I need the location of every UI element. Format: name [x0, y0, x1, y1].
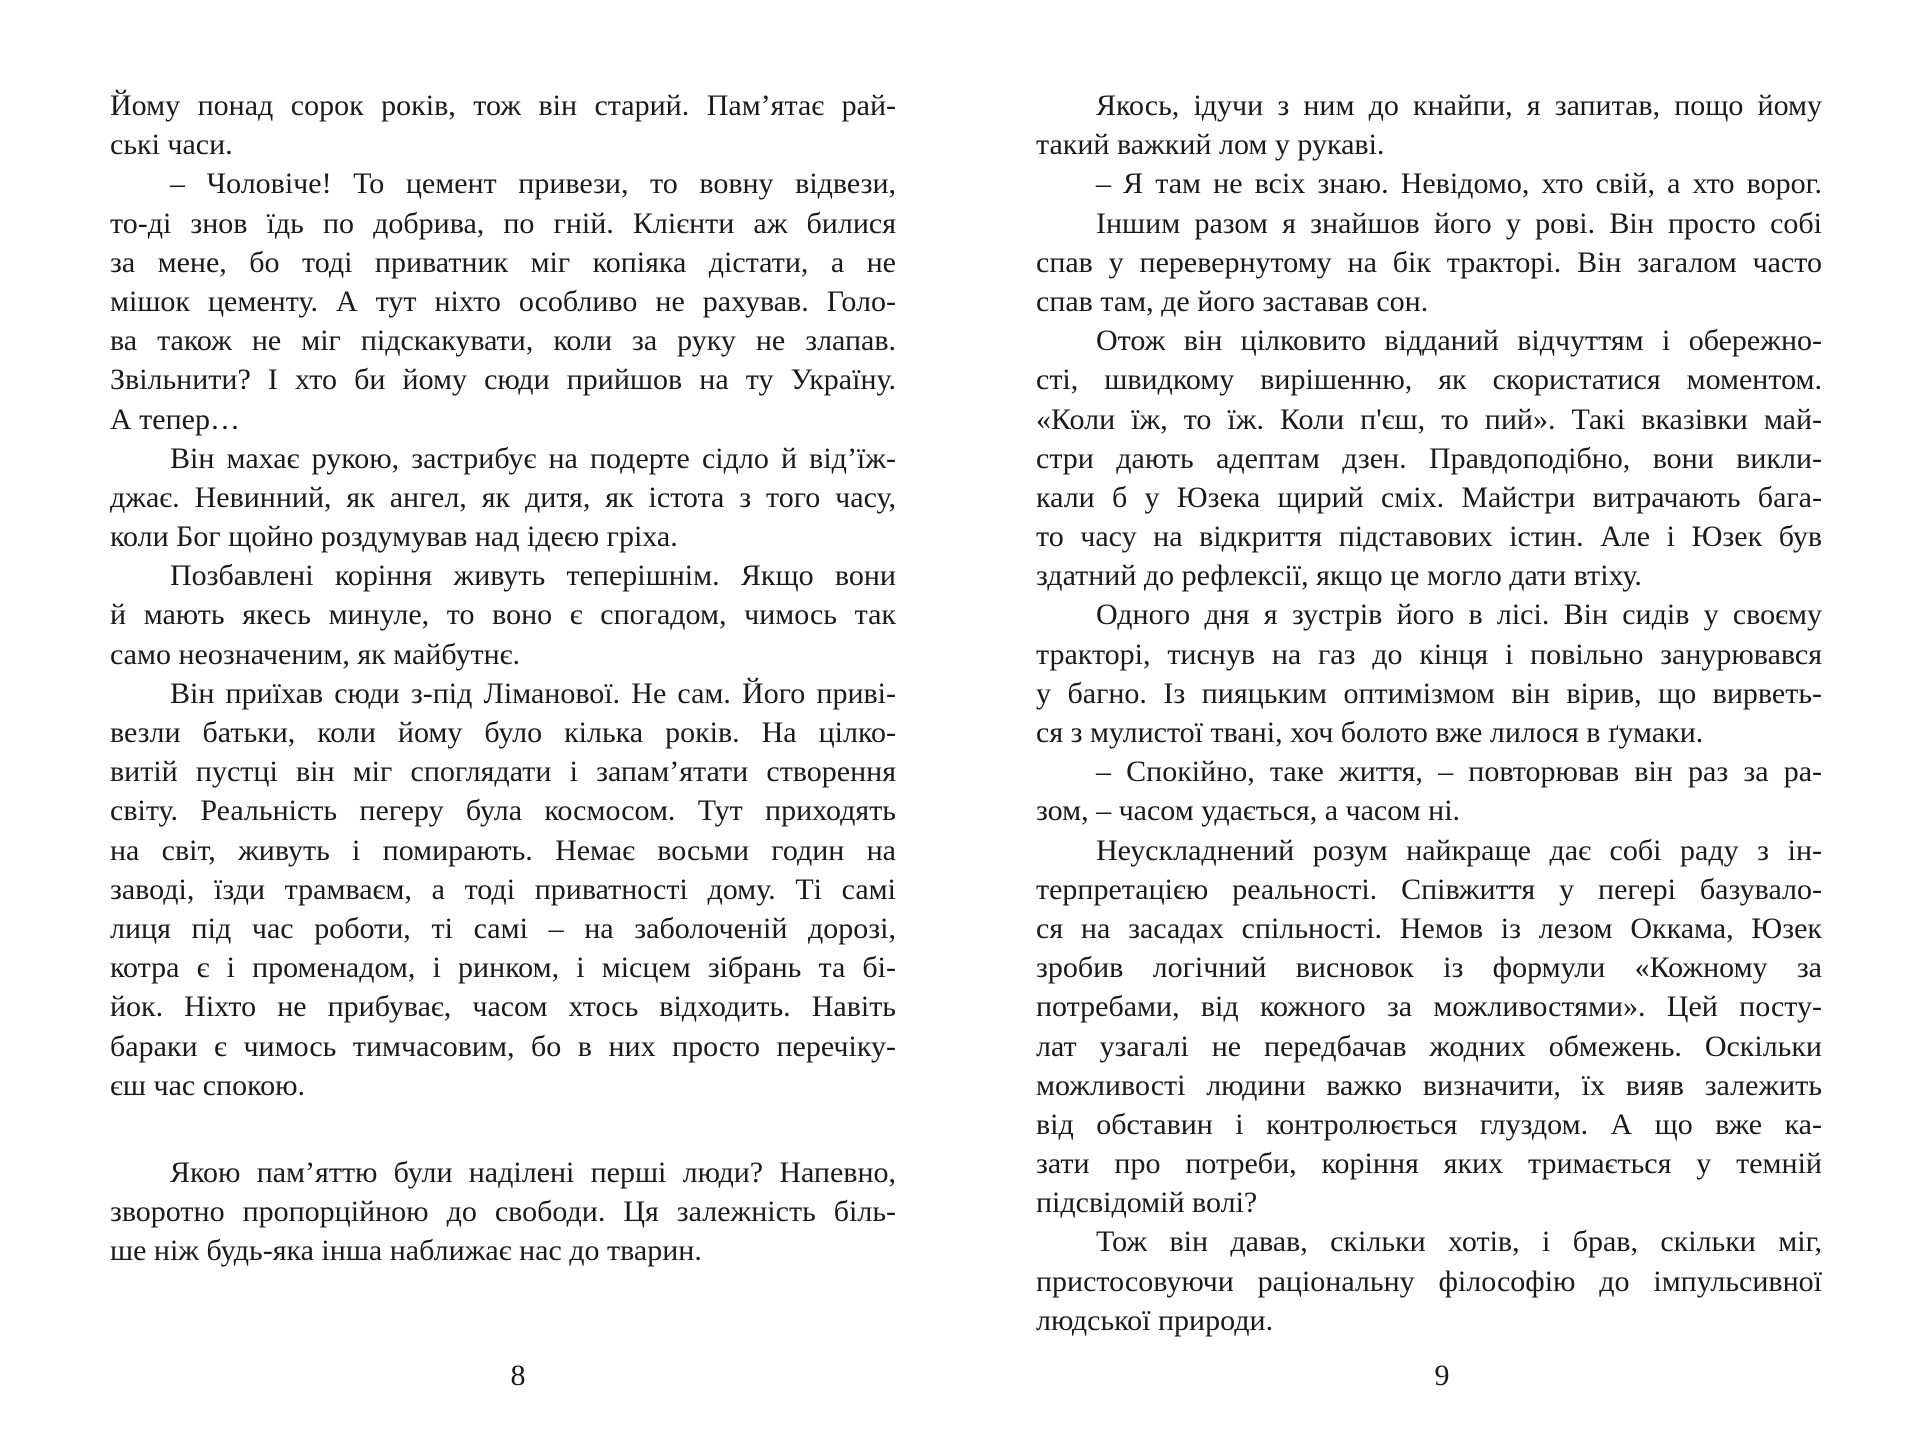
- text-line: мішок цементу. А тут ніхто особливо не рахував. Голо-: [110, 284, 896, 318]
- text-line: на світ, живуть і помирають. Немає восьми годин на: [110, 833, 896, 867]
- text-line: – Спокійно, таке життя, – повторював він раз за ра-: [1096, 755, 1822, 789]
- text-line: ські часи.: [110, 128, 233, 162]
- text-line: бараки є чимось тимчасовим, бо в них просто перечіку-: [110, 1029, 896, 1063]
- text-line: стри дають адептам дзен. Правдоподібно, вони викли-: [1036, 441, 1822, 475]
- text-line: спав там, де його заставав сон.: [1036, 284, 1429, 318]
- text-line: зом, – часом удається, а часом ні.: [1036, 794, 1461, 828]
- text-line: лат узагалі не передбачав жодних обмежень. Оскільки: [1036, 1029, 1822, 1063]
- text-line: «Коли їж, то їж. Коли п'єш, то пий». Такі вказівки май-: [1036, 402, 1822, 436]
- left-page: [110, 86, 896, 1270]
- text-line: потребами, від кожного за можливостями». Цей посту-: [1036, 990, 1822, 1024]
- text-line: у багно. Із пияцьким оптимізмом він вірив, що вирветь-: [1036, 676, 1822, 710]
- text-line: – Чоловіче! То цемент привези, то вовну відвези,: [170, 167, 896, 201]
- text-line: пристосовуючи раціональну філософію до імпульсивної: [1036, 1264, 1822, 1298]
- text-line: то-ді знов їдь по добрива, по гній. Клієнти аж билися: [110, 206, 896, 240]
- text-line: – Я там не всіх знаю. Невідомо, хто свій, а хто ворог.: [1096, 167, 1822, 201]
- text-line: ше ніж будь-яка інша наближає нас до тварин.: [110, 1234, 702, 1268]
- text-line: лиця під час роботи, ті самі – на заболоченій дорозі,: [110, 911, 896, 945]
- text-line: єш час спокою.: [110, 1068, 306, 1102]
- text-line: Одного дня я зустрів його в лісі. Він сидів у своєму: [1096, 598, 1822, 632]
- text-line: заводі, їзди трамваєм, а тоді приватності дому. Ті самі: [110, 872, 896, 906]
- text-line: само неозначеним, як майбутнє.: [110, 637, 521, 671]
- text-line: ся з мулистої твані, хоч болото вже лилося в ґумаки.: [1036, 716, 1704, 749]
- text-line: Отож він цілковито відданий відчуттям і обережно-: [1096, 324, 1822, 358]
- text-line: й мають якесь минуле, то воно є спогадом, чимось так: [110, 598, 896, 632]
- text-line: витій пустці він міг споглядати і запам’ятати створення: [110, 755, 896, 789]
- text-line: Звільнити? І хто би йому сюди прийшов на ту Україну.: [110, 363, 896, 397]
- text-line: кали б у Юзека щирий сміх. Майстри витрачають бага-: [1036, 480, 1822, 514]
- text-line: зробив логічний висновок із формули «Кожному за: [1036, 951, 1822, 985]
- section-break: [110, 1105, 896, 1153]
- text-line: від обставин і контролюється глуздом. А що вже ка-: [1036, 1107, 1822, 1141]
- text-line: Якою пам’яттю були наділені перші люди? Напевно,: [170, 1155, 896, 1189]
- text-line: можливості людини важко визначити, їх вияв залежить: [1036, 1068, 1822, 1102]
- text-line: Він махає рукою, застрибує на подерте сідло й від’їж-: [170, 441, 896, 475]
- text-line: сті, швидкому вирішенню, як скористатися моментом.: [1036, 363, 1822, 397]
- text-line: терпретацією реальності. Співжиття у пегері базувало-: [1036, 872, 1822, 906]
- text-line: спав у перевернутому на бік тракторі. Він загалом часто: [1036, 245, 1822, 279]
- text-line: везли батьки, коли йому було кілька років. На цілко-: [110, 716, 896, 749]
- text-line: світу. Реальність пегеру була космосом. Тут приходять: [110, 794, 896, 828]
- text-line: здатний до рефлексії, якщо це могло дати втіху.: [1036, 559, 1642, 593]
- text-line: людської природи.: [1036, 1303, 1274, 1337]
- page-number: 9: [1434, 1359, 1450, 1392]
- text-line: зати про потреби, коріння яких тримається у темній: [1036, 1147, 1822, 1181]
- text-line: Тож він давав, скільки хотів, і брав, скільки міг,: [1096, 1225, 1822, 1259]
- text-line: то часу на відкриття підставових істин. Але і Юзек був: [1036, 520, 1822, 554]
- text-line: такий важкий лом у рукаві.: [1036, 128, 1385, 162]
- right-page: [1036, 86, 1822, 1340]
- text-line: Неускладнений розум найкраще дає собі раду з ін-: [1096, 833, 1822, 867]
- page-number: 8: [510, 1359, 526, 1392]
- text-line: Він приїхав сюди з-під Ліманової. Не сам. Його приві-: [170, 676, 896, 710]
- text-line: Якось, ідучи з ним до кнайпи, я запитав, пощо йому: [1096, 89, 1822, 122]
- text-line: Іншим разом я знайшов його у рові. Він просто собі: [1096, 206, 1822, 240]
- text-line: Йому понад сорок років, тож він старий. Пам’ятає рай-: [110, 89, 896, 122]
- text-line: ва також не міг підскакувати, коли за руку не злапав.: [110, 324, 896, 358]
- text-line: йок. Ніхто не прибуває, часом хтось відходить. Навіть: [110, 990, 896, 1024]
- text-line: котра є і променадом, і ринком, і місцем зібрань та бі-: [110, 951, 896, 985]
- text-line: зворотно пропорційною до свободи. Ця залежність біль-: [110, 1195, 896, 1229]
- text-line: за мене, бо тоді приватник міг копіяка дістати, а не: [110, 245, 896, 279]
- text-line: коли Бог щойно роздумував над ідеєю гріха.: [110, 520, 678, 554]
- text-line: тракторі, тиснув на газ до кінця і повільно занурювався: [1036, 637, 1822, 671]
- text-line: А тепер…: [110, 402, 240, 436]
- text-line: ся на засадах спільності. Немов із лезом Оккама, Юзек: [1036, 911, 1822, 945]
- text-line: Позбавлені коріння живуть теперішнім. Якщо вони: [170, 559, 896, 593]
- text-line: підсвідомій волі?: [1036, 1186, 1258, 1220]
- text-line: джає. Невинний, як ангел, як дитя, як істота з того часу,: [110, 480, 896, 514]
